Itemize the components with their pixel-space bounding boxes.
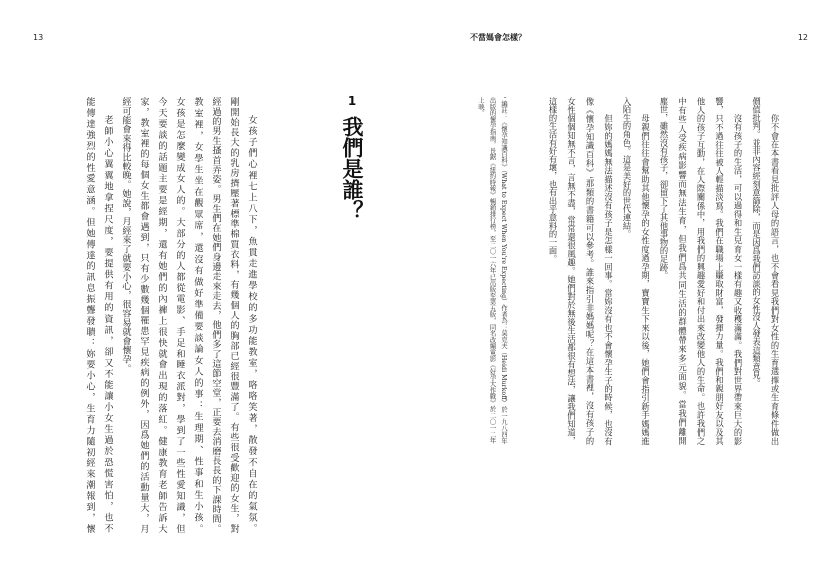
running-book-title: 不當媽會怎樣？ bbox=[470, 33, 526, 42]
text-column: 塵世，雖然沒有孩子，卻留下了其他事物的足跡。 bbox=[659, 97, 669, 280]
footnote-text: ⁱ 編註：《懷孕知識百科》（What to Expect When You're Expecting）作者為：莫克夫（Heidi Murkoff）於一九八四年出版的懷孕指南，長踞《紐約時報》暢銷排行榜，至二〇一六年已出版至第五版，同名改編電影《好孕大作戰》於二〇一二年上映。 bbox=[477, 97, 507, 444]
text-column: 像《懷孕知識百科》ⁱ那類的書籍可以參考。誰來指引非媽媽呢？在這本書裡，沒有孩子的 bbox=[585, 97, 595, 445]
footnote bbox=[475, 97, 510, 445]
text-column: 教室裡，女學生坐在觀眾席，還沒有做好準備要談論女人的事：生理期、性事和生小孩。 bbox=[192, 97, 203, 533]
text-column: 老師小心翼翼地拿捏尺度，要提供有用的資訊，卻又不能讓小女生過於恐慌害怕，也不 bbox=[102, 115, 113, 533]
text-column: 母親們往往會幫助其他懷孕的女性度過孕期，寶寶生下來以後，她們會指引新手媽媽進 bbox=[640, 113, 651, 445]
page-number-left: 13 bbox=[33, 33, 44, 42]
text-column: 今天要談的話題主要是經期，還有她們的內褲上很快就會出現的落紅。健康教育老師告訴大 bbox=[156, 97, 167, 533]
text-column: 剛開始長大的乳房擠壓著標準棉質衣料，有幾個人的胸部已經很豐滿了。有些很受歡迎的女生，對 bbox=[228, 97, 239, 533]
text-column: 中有些人受疾病影響而無法生育，但我們爲共同生活的群體帶來多元面貌。當我們離開 bbox=[677, 97, 688, 445]
text-column: 他人的孩子互動，在人際關係中，用我們的興趣愛好和付出來改變他人的生命。也許我們之 bbox=[696, 97, 706, 445]
text-column: 沒有孩子的生活，可以過得和生兒育女一樣有趣又收穫滿滿。我們對世界帶來巨大的影 bbox=[733, 113, 743, 445]
text-column: 能傳達強烈的性愛意涵。但她傳達的訊息振聾發聵：妳要小心，生育力隨初經來潮報到，懷 bbox=[84, 97, 95, 533]
left-page-body bbox=[80, 97, 260, 533]
text-column: 經可能會來得比較晚。她說，月經來了就要小心，很容易就會懷孕。 bbox=[120, 97, 131, 373]
text-column: 但妳的媽媽無法描述沒有孩子是怎樣一回事。當妳沒有也不會懷孕生子的時候，也沒有 bbox=[603, 113, 614, 445]
text-column: 你不會在本書看見批評人母的語言，也不會看見我們對女性的生育選擇或生育條件做出 bbox=[770, 113, 780, 445]
text-column: 女性個個知無不言，言無不盡，常常還很風趣。她們對於無後生活都很有想法，讓我們知道， bbox=[566, 97, 577, 445]
chapter-number: 1 bbox=[347, 94, 357, 108]
right-page-body bbox=[544, 97, 785, 445]
text-column: 這樣的生活有好有壞，也有出乎意料的一面。 bbox=[548, 97, 558, 263]
text-column: 女孩是怎麼變成女人的。大部分的人都從電影、手足和睡衣派對，學到了一些性愛知識，但 bbox=[174, 97, 185, 533]
text-column: 家，教室裡的每個女生都會遇到，只有少數幾個罹患罕見疾病的例外，因爲她們的活動量大，月 bbox=[138, 97, 149, 533]
text-column: 價值批判。並非內容經刻意篩除，而是因爲我們訪談的女性沒人發表這類意見。 bbox=[751, 97, 762, 388]
page-number-right: 12 bbox=[797, 33, 808, 42]
text-column: 入陌生的角色。這是美好的世代連結。 bbox=[622, 97, 632, 239]
chapter-title: 我們是誰？ bbox=[340, 116, 364, 221]
text-column: 女孩子們心裡七上八下，魚貫走進學校的多功能教室，咯咯笑著，散發不自在的氣氛。 bbox=[246, 115, 257, 533]
text-column: 經過的男生搔首弄姿。男生們在她們身邊走來走去，他們多了這節空堂，正要去消磨長長的下課時間。 bbox=[210, 97, 221, 533]
text-column: 響，只不過往往被人輕描淡寫。我們在職場上賺取財富，發揮力量。我們和親朋好友以及其 bbox=[714, 97, 725, 445]
